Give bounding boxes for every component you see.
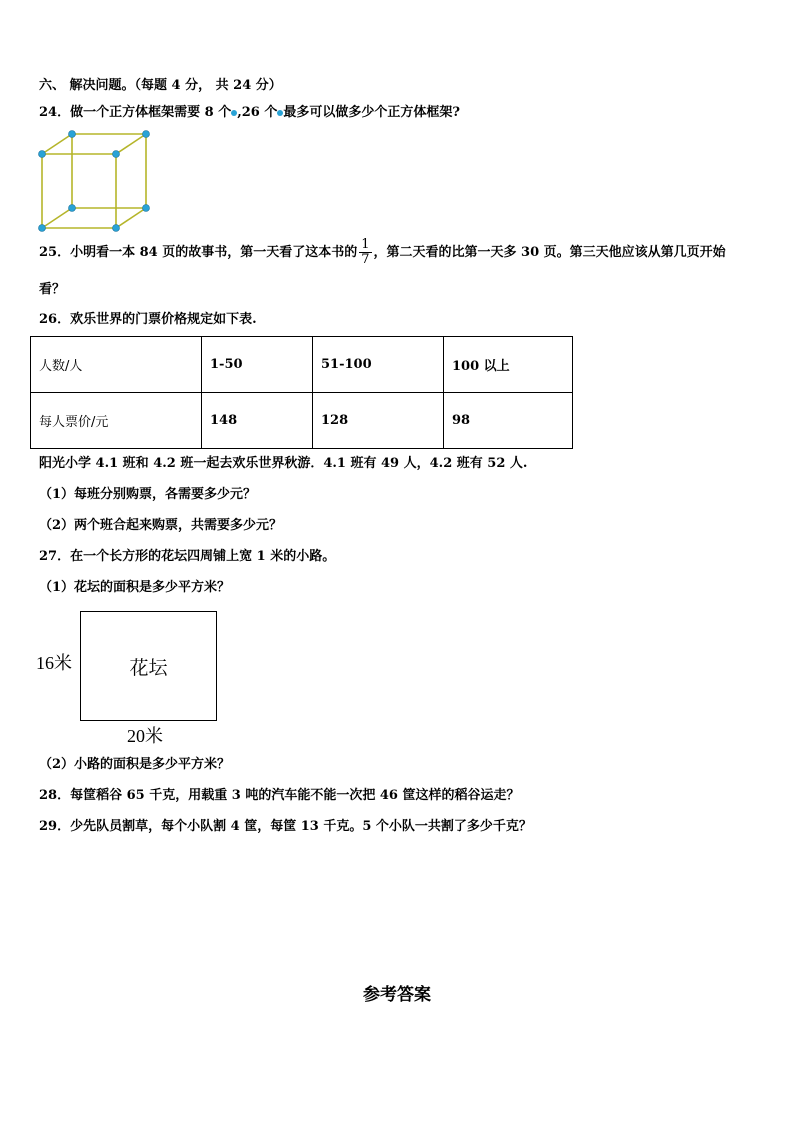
q24-text-1: 24．做一个正方体框架需要 8 个 <box>39 105 232 120</box>
table-cell: 128 <box>313 393 444 449</box>
question-25-line-2: 看？ <box>39 282 66 297</box>
fraction-denominator: 7 <box>361 252 370 267</box>
q24-text-3: 最多可以做多少个正方体框架? <box>283 105 460 120</box>
table-cell: 98 <box>444 393 573 449</box>
flower-bed-rectangle <box>80 611 217 721</box>
table-cell: 100 以上 <box>444 337 573 393</box>
question-27-sub-2: （2）小路的面积是多少平方米？ <box>39 757 231 772</box>
q24-text-2: ,26 个 <box>237 105 278 120</box>
question-26-sub-2: （2）两个班合起来购票，共需要多少元？ <box>39 518 283 533</box>
table-cell: 人数/人 <box>31 337 202 393</box>
table-row <box>31 337 573 393</box>
height-label: 16米 <box>36 653 72 673</box>
section-heading: 六、 解决问题。（每题 4 分， 共 24 分） <box>39 78 282 93</box>
fraction <box>359 238 371 267</box>
table-row <box>31 393 573 449</box>
question-28: 28．每筐稻谷 65 千克，用载重 3 吨的汽车能不能一次把 46 筐这样的稻谷运走？ <box>39 788 520 803</box>
table-cell: 1-50 <box>202 337 313 393</box>
q25-text-2: ，第二天看的比第一天多 30 页。第三天他应该从第几页开始 <box>373 245 726 260</box>
question-29: 29．少先队员割草，每个小队割 4 筐，每筐 13 千克。5 个小队一共割了多少千克？ <box>39 819 532 834</box>
table-cell: 51-100 <box>313 337 444 393</box>
question-27-sub-1: （1）花坛的面积是多少平方米？ <box>39 580 231 595</box>
question-27: 27．在一个长方形的花坛四周铺上宽 1 米的小路。 <box>39 549 336 564</box>
question-26-info: 阳光小学 4.1 班和 4.2 班一起去欢乐世界秋游．4.1 班有 49 人，4.2 班有 52 人. <box>39 456 528 471</box>
cube-frame-diagram <box>34 124 158 234</box>
table-cell: 148 <box>202 393 313 449</box>
width-label: 20米 <box>127 726 163 746</box>
table-cell: 每人票价/元 <box>31 393 202 449</box>
fraction-numerator: 1 <box>361 237 370 252</box>
question-25 <box>39 236 726 270</box>
flower-bed-label: 花坛 <box>129 657 168 679</box>
question-26-sub-1: （1）每班分别购票，各需要多少元？ <box>39 487 257 502</box>
ticket-price-table <box>30 336 573 449</box>
q25-text-1: 25．小明看一本 84 页的故事书，第一天看了这本书的 <box>39 245 358 260</box>
question-24 <box>39 105 460 121</box>
question-26: 26．欢乐世界的门票价格规定如下表. <box>39 312 257 327</box>
answers-title: 参考答案 <box>363 985 431 1005</box>
